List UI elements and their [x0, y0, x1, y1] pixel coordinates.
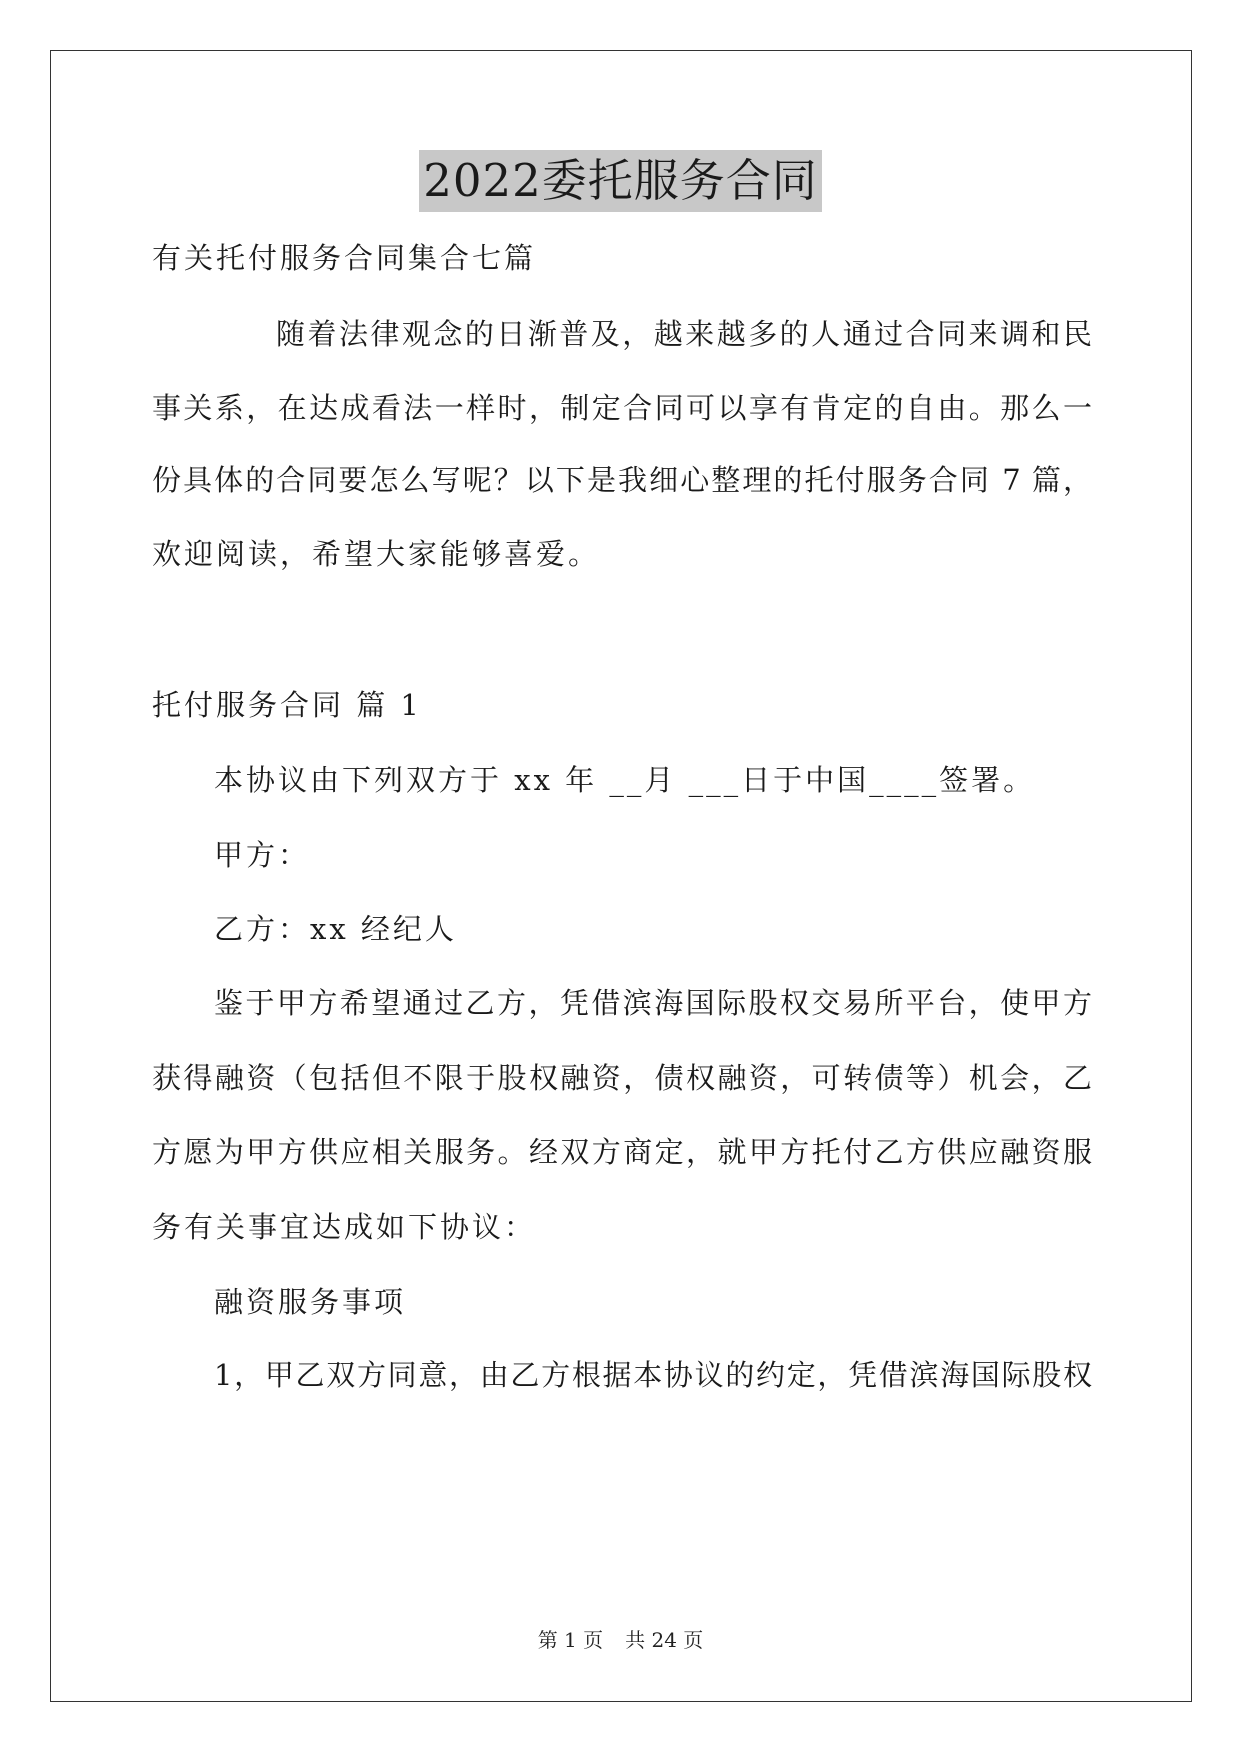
clause-heading: 融资服务事项	[214, 1285, 407, 1319]
page-footer	[0, 1626, 1241, 1654]
intro-line-2: 事关系，在达成看法一样时，制定合同可以享有肯定的自由。那么一	[152, 391, 1092, 425]
intro-line-1: 随着法律观念的日渐普及，越来越多的人通过合同来调和民	[276, 317, 1092, 351]
party-a: 甲方：	[214, 838, 311, 872]
intro-line-3: 份具体的合同要怎么写呢？以下是我细心整理的托付服务合同 7 篇，	[152, 463, 1092, 497]
page-border	[50, 50, 1192, 1702]
recital-line-1: 鉴于甲方希望通过乙方，凭借滨海国际股权交易所平台，使甲方	[214, 986, 1092, 1020]
recital-line-2: 获得融资（包括但不限于股权融资，债权融资，可转债等）机会，乙	[152, 1061, 1092, 1095]
party-b: 乙方：xx 经纪人	[214, 912, 457, 946]
page-total: 共 24 页	[625, 1628, 704, 1652]
document-subtitle: 有关托付服务合同集合七篇	[152, 241, 537, 275]
document-title: 2022委托服务合同	[419, 150, 822, 212]
recital-line-3: 方愿为甲方供应相关服务。经双方商定，就甲方托付乙方供应融资服	[152, 1135, 1092, 1169]
agreement-line: 本协议由下列双方于 xx 年 __月 ___日于中国____签署。	[214, 763, 1036, 797]
page-number: 第 1 页	[537, 1628, 604, 1652]
clause-1: 1，甲乙双方同意，由乙方根据本协议的约定，凭借滨海国际股权	[214, 1358, 1092, 1392]
intro-line-4: 欢迎阅读，希望大家能够喜爱。	[152, 537, 601, 571]
recital-line-4: 务有关事宜达成如下协议：	[152, 1210, 537, 1244]
section-heading: 托付服务合同 篇 1	[152, 688, 422, 722]
title-container	[0, 150, 1241, 212]
